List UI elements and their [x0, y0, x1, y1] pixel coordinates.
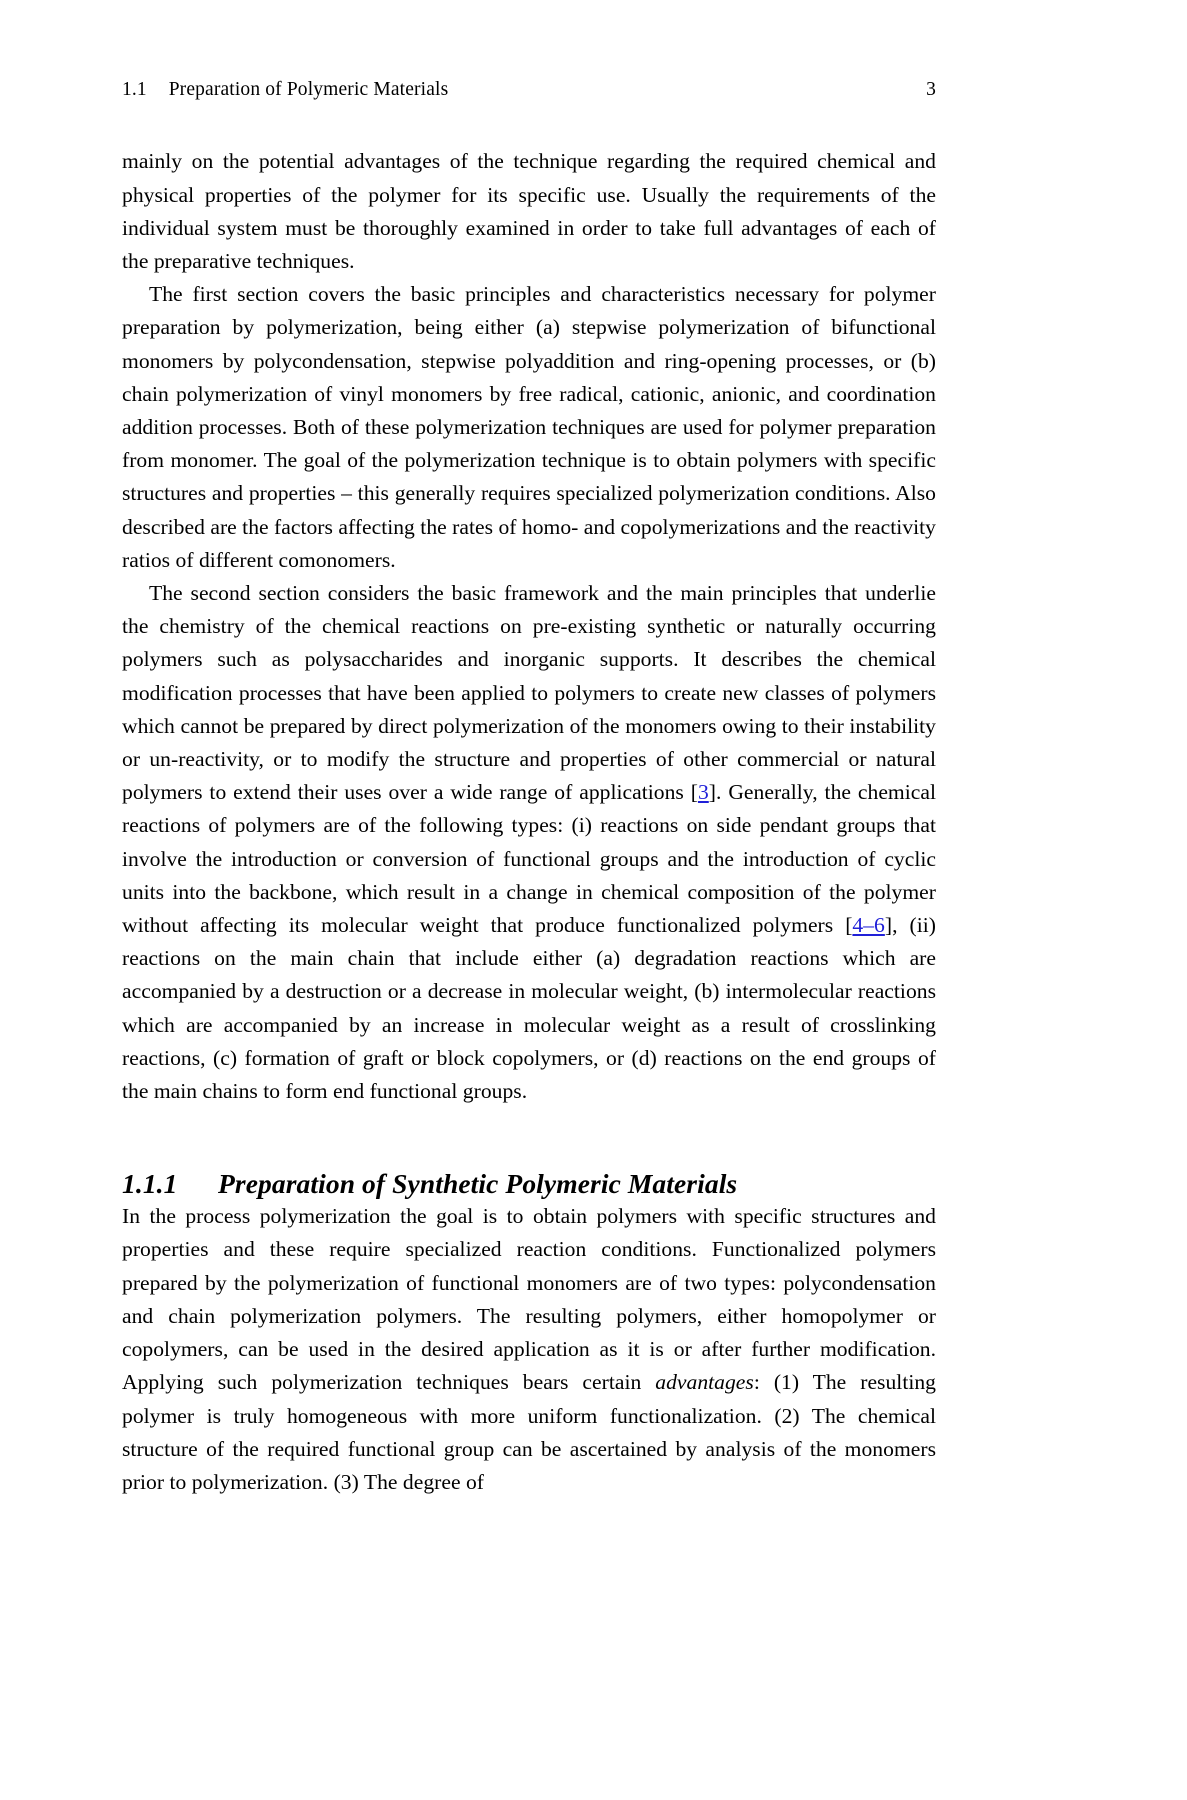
section-heading	[122, 1168, 936, 1200]
paragraph-2: The first section covers the basic principles and characteristics necessary for polymer preparation by polymerization, being either (a) stepwise polymerization of bifunctional monomers by polycondensation, stepwise polyaddition and ring-opening processes, or (b) chain polymerization of vinyl monomers by free radical, cationic, anionic, and coordination addition processes. Both of these polymerization techniques are used for polymer preparation from monomer. The goal of the polymerization technique is to obtain polymers with specific structures and properties – this generally requires specialized polymerization conditions. Also described are the factors affecting the rates of homo- and copolymerizations and the reactivity ratios of different comonomers.	[122, 282, 936, 572]
paragraph-3-text-b: ]. Generally, the chemical reactions of polymers are of the following types: (i) reactions on side pendant groups that involve the introduction or conversion of functional groups and the introduction of cyclic units into the backbone, which result in a change in chemical composition of the polymer without affecting its molecular weight that produce functionalized polymers [	[122, 780, 936, 938]
running-header-left	[122, 78, 448, 101]
citation-link-3[interactable]: 3	[697, 780, 709, 805]
paragraph-1: mainly on the potential advantages of the technique regarding the required chemical and physical properties of the polymer for its specific use. Usually the requirements of the individual system must be thoroughly examined in order to take full advantages of each of the preparative techniques.	[122, 149, 936, 273]
running-header-section-number: 1.1	[122, 79, 147, 100]
page-number: 3	[926, 79, 936, 100]
citation-link-4-6[interactable]: 4–6	[852, 913, 885, 938]
running-header	[122, 78, 936, 101]
paragraph-4-text-b: : (1) The resulting polymer is truly homogeneous with more uniform functionalization. (2) The chemical structure of the required functional group can be ascertained by analysis of the monomers prior to polymerization. (3) The degree of	[122, 1370, 936, 1494]
running-header-section-title: Preparation of Polymeric Materials	[168, 79, 449, 100]
section-heading-number: 1.1.1	[122, 1168, 178, 1200]
paragraph-3-text-c: ], (ii) reactions on the main chain that include either (a) degradation reactions which are accompanied by a destruction or a decrease in molecular weight, (b) intermolecular reactions which are accompanied by an increase in molecular weight as a result of crosslinking reactions, (c) formation of graft or block copolymers, or (d) reactions on the end groups of the main chains to form end functional groups.	[122, 913, 936, 1104]
emphasis-advantages: advantages	[655, 1370, 754, 1395]
paragraph-4-text-a: In the process polymerization the goal is to obtain polymers with specific structures and properties and these require specialized reaction conditions. Functionalized polymers prepared by the polymerization of functional monomers are of two types: polycondensation and chain polymerization polymers. The resulting polymers, either homopolymer or copolymers, can be used in the desired application as it is or after further modification. Applying such polymerization techniques bears certain	[122, 1204, 936, 1395]
section-heading-title: Preparation of Synthetic Polymeric Materials	[218, 1168, 738, 1200]
paragraph-4	[122, 1200, 936, 1499]
paragraph-3	[122, 577, 936, 1108]
page-content	[122, 78, 936, 1499]
paragraph-3-text-a: The second section considers the basic framework and the main principles that underlie the chemistry of the chemical reactions on pre-existing synthetic or naturally occurring polymers such as polysaccharides and inorganic supports. It describes the chemical modification processes that have been applied to polymers to create new classes of polymers which cannot be prepared by direct polymerization of the monomers owing to their instability or un-reactivity, or to modify the structure and properties of other commercial or natural polymers to extend their uses over a wide range of applications [	[122, 581, 936, 805]
